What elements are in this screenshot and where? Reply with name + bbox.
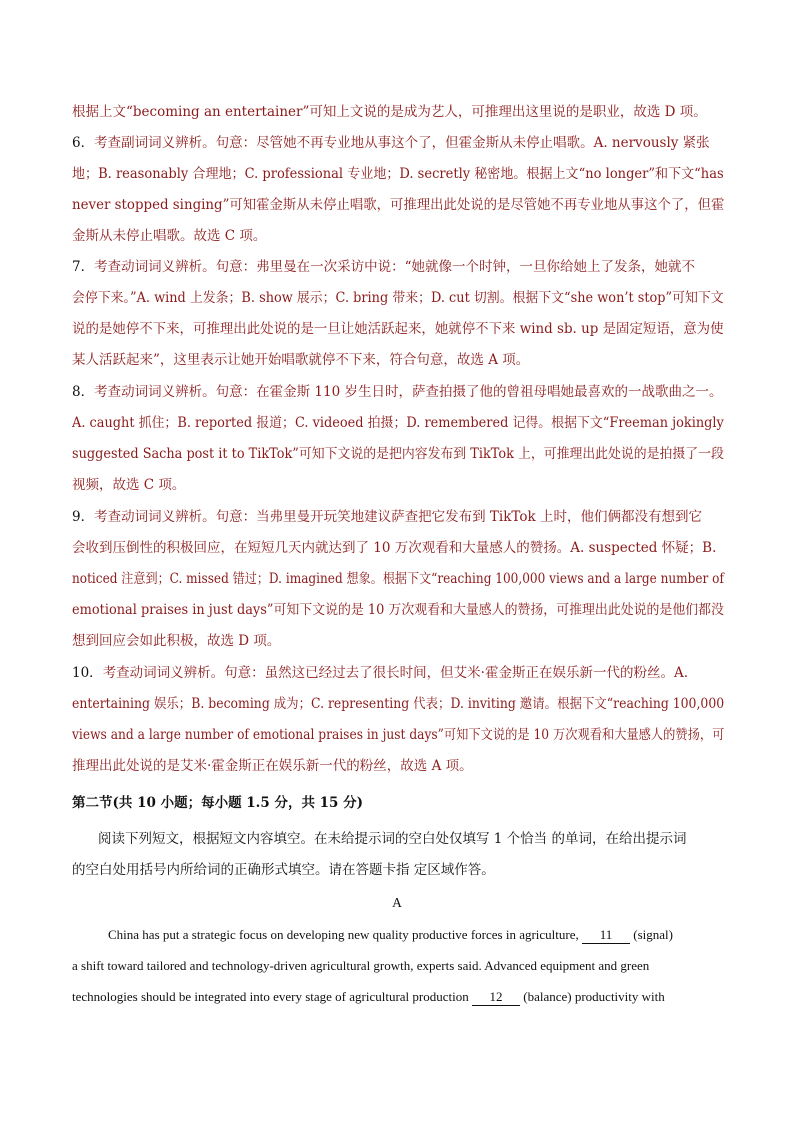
explanation-line: 说的是她停不下来，可推理出此处说的是一旦让她活跃起来，她就停不下来 wind sb. up 是固定短语，意为使	[72, 321, 724, 337]
explanation-line: 视频，故选 C 项。	[72, 477, 186, 493]
explanation-line: suggested Sacha post it to TikTok”可知下文说的是把内容发布到 TikTok 上，可推理出此处说的是拍摄了一段	[72, 446, 724, 462]
explanation-item-6: 6．考查副词词义辨析。句意：尽管她不再专业地从事这个了，但霍金斯从未停止唱歌。A. nervously 紧张	[72, 135, 710, 151]
explanation-line: A. caught 抓住；B. reported 报道；C. videoed 拍摄；D. remembered 记得。根据下文“Freeman jokingly	[72, 415, 724, 431]
explanation-line: 会停下来。”A. wind 上发条；B. show 展示；C. bring 带来；D. cut 切割。根据下文“she won’t stop”可知下文	[72, 290, 724, 306]
passage-label: A	[392, 895, 402, 910]
explanation-item-8: 8．考查动词词义辨析。句意：在霍金斯 110 岁生日时，萨查拍摄了他的曾祖母唱她最喜欢的一战歌曲之一。	[72, 384, 723, 400]
explanation-line: never stopped singing”可知霍金斯从未停止唱歌，可推理出此处说的是尽管她不再专业地从事这个了，但霍	[72, 197, 725, 213]
explanation-line: 会收到压倒性的积极回应，在短短几天内就达到了 10 万次观看和大量感人的赞扬。A. suspected 怀疑；B.	[72, 540, 717, 556]
instructions-line: 阅读下列短文，根据短文内容填空。在未给提示词的空白处仅填写 1 个恰当 的单词，在给出提示词	[98, 831, 687, 847]
explanation-line: noticed 注意到；C. missed 错过；D. imagined 想象。根据下文“reaching 100,000 views and a large number of	[72, 571, 724, 587]
explanation-line: 推理出此处说的是艾米·霍金斯正在娱乐新一代的粉丝，故选 A 项。	[72, 758, 473, 774]
instructions-line: 的空白处用括号内所给词的正确形式填空。请在答题卡指 定区域作答。	[72, 862, 495, 878]
explanation-line: 金斯从未停止唱歌。故选 C 项。	[72, 228, 267, 244]
explanation-line: emotional praises in just days”可知下文说的是 10 万次观看和大量感人的赞扬，可推理出此处说的是他们都没	[72, 602, 724, 618]
explanation-item-10: 10．考查动词词义辨析。句意：虽然这已经过去了很长时间，但艾米·霍金斯正在娱乐新一代的粉丝。A.	[72, 665, 689, 681]
passage-line: technologies should be integrated into every stage of agricultural production 12 (balance) productivity with	[72, 989, 665, 1004]
blank-12[interactable]: 12	[472, 989, 520, 1006]
blank-11[interactable]: 11	[582, 927, 630, 944]
explanation-item-9: 9．考查动词词义辨析。句意：当弗里曼开玩笑地建议萨查把它发布到 TikTok 上时，他们俩都没有想到它	[72, 509, 702, 525]
explanation-item-7: 7．考查动词词义辨析。句意：弗里曼在一次采访中说：“她就像一个时钟，一旦你给她上了发条，她就不	[72, 259, 695, 275]
explanation-line: 根据上文“becoming an entertainer”可知上文说的是成为艺人，可推理出这里说的是职业，故选 D 项。	[72, 104, 707, 120]
explanation-line: 地；B. reasonably 合理地；C. professional 专业地；D. secretly 秘密地。根据上文“no longer”和下文“has	[72, 166, 724, 182]
explanation-line: entertaining 娱乐；B. becoming 成为；C. representing 代表；D. inviting 邀请。根据下文“reaching 100,000	[72, 696, 725, 712]
passage-line: China has put a strategic focus on developing new quality productive forces in agriculture, 11 (signal)	[108, 927, 673, 942]
explanation-line: views and a large number of emotional praises in just days”可知下文说的是 10 万次观看和大量感人的赞扬，可	[72, 727, 725, 743]
explanation-line: 想到回应会如此积极，故选 D 项。	[72, 633, 281, 649]
explanation-line: 某人活跃起来”，这里表示让她开始唱歌就停不下来，符合句意，故选 A 项。	[72, 352, 530, 368]
passage-line: a shift toward tailored and technology-driven agricultural growth, experts said. Advanced equipment and green	[72, 958, 650, 973]
section-heading: 第二节(共 10 小题；每小题 1.5 分，共 15 分)	[72, 795, 364, 811]
